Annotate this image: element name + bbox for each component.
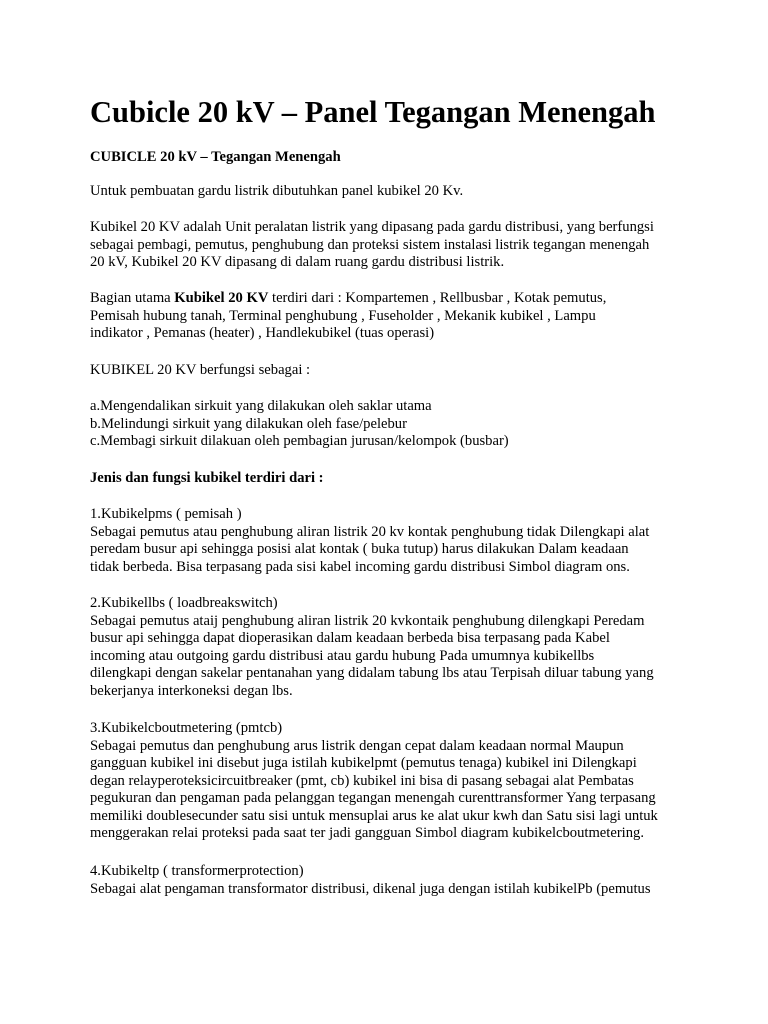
function-item: b.Melindungi sirkuit yang dilakukan oleh fase/pelebur	[90, 415, 407, 432]
intro-paragraph: Untuk pembuatan gardu listrik dibutuhkan panel kubikel 20 Kv.	[90, 183, 464, 199]
type-line: pegukuran dan pengaman pada pelanggan tegangan menengah curenttransformer Yang terpasang	[90, 790, 656, 806]
function-heading: KUBIKEL 20 KV berfungsi sebagai :	[90, 362, 311, 378]
parts-bold-term: Kubikel 20 KV	[174, 290, 269, 306]
type-line: memiliki doublesecunder satu sisi untuk mensuplai arus ke alat ukur kwh dan Satu sisi lagi untuk	[90, 807, 658, 824]
parts-prefix: Bagian utama	[90, 290, 175, 306]
type-heading: 4.Kubikeltp ( transformerprotection)	[90, 863, 304, 879]
type-line: busur api sehingga dapat dioperasikan dalam keadaan berbeda bisa terpasang pada Kabel	[90, 630, 610, 646]
type-section-tp	[90, 863, 690, 898]
parts-line: indikator , Pemanas (heater) , Handlekubikel (tuas operasi)	[90, 325, 435, 341]
type-line: Sebagai alat pengaman transformator distribusi, dikenal juga dengan istilah kubikelPb (pemutus	[90, 880, 651, 897]
definition-paragraph	[90, 219, 690, 272]
type-line: tidak berbeda. Bisa terpasang pada sisi kabel incoming gardu distribusi Simbol diagram ons.	[90, 558, 630, 575]
function-list	[90, 398, 690, 451]
type-line: Sebagai pemutus dan penghubung arus listrik dengan cepat dalam keadaan normal Maupun	[90, 737, 624, 754]
type-section-lbs	[90, 595, 690, 700]
type-line: bekerjanya interkoneksi degan lbs.	[90, 682, 293, 699]
definition-line: 20 kV, Kubikel 20 KV dipasang di dalam ruang gardu distribusi listrik.	[90, 254, 505, 270]
type-heading: 2.Kubikellbs ( loadbreakswitch)	[90, 595, 278, 611]
type-section-cboutmetering	[90, 720, 690, 843]
type-section-pms	[90, 506, 690, 576]
parts-line: Pemisah hubung tanah, Terminal penghubung , Fuseholder , Mekanik kubikel , Lampu	[90, 307, 596, 324]
type-line: dilengkapi dengan sakelar pentanahan yang didalam tabung lbs atau Terpisah diluar tabung yang	[90, 665, 654, 681]
definition-line: Kubikel 20 KV adalah Unit peralatan listrik yang dipasang pada gardu distribusi, yang berfungsi	[90, 219, 654, 235]
parts-line	[90, 290, 690, 308]
function-item: c.Membagi sirkuit dilakuan oleh pembagian jurusan/kelompok (busbar)	[90, 433, 509, 449]
parts-suffix: terdiri dari : Kompartemen , Rellbusbar , Kotak pemutus,	[268, 290, 607, 306]
document-subtitle: CUBICLE 20 kV – Tegangan Menengah	[90, 149, 341, 165]
type-line: degan relayperoteksicircuitbreaker (pmt, cb) kubikel ini bisa di pasang sebagai alat Pembatas	[90, 772, 634, 789]
type-heading: 3.Kubikelcboutmetering (pmtcb)	[90, 720, 283, 736]
parts-paragraph	[90, 290, 690, 343]
type-line: Sebagai pemutus atau penghubung aliran listrik 20 kv kontak penghubung tidak Dilengkapi alat	[90, 523, 650, 540]
type-line: incoming atau outgoing gardu distribusi atau gardu hubung Pada umumnya kubikellbs	[90, 647, 595, 664]
type-heading: 1.Kubikelpms ( pemisah )	[90, 506, 242, 522]
function-item: a.Mengendalikan sirkuit yang dilakukan oleh saklar utama	[90, 398, 432, 414]
types-heading: Jenis dan fungsi kubikel terdiri dari :	[90, 470, 324, 486]
type-line: Sebagai pemutus ataij penghubung aliran listrik 20 kvkontaik penghubung dilengkapi Peredam	[90, 612, 645, 629]
type-line: peredam busur api sehingga posisi alat kontak ( buka tutup) harus dilakukan Dalam keadaan	[90, 541, 629, 557]
type-line: gangguan kubikel ini disebut juga istilah kubikelpmt (pemutus tenaga) kubikel ini Dilengkapi	[90, 755, 637, 771]
type-line: menggerakan relai proteksi pada saat ter jadi gangguan Simbol diagram kubikelcboutmetering.	[90, 825, 644, 841]
document-title: Cubicle 20 kV – Panel Tegangan Menengah	[90, 95, 656, 129]
definition-line: sebagai pembagi, pemutus, penghubung dan proteksi sistem instalasi listrik tegangan menengah	[90, 236, 650, 253]
